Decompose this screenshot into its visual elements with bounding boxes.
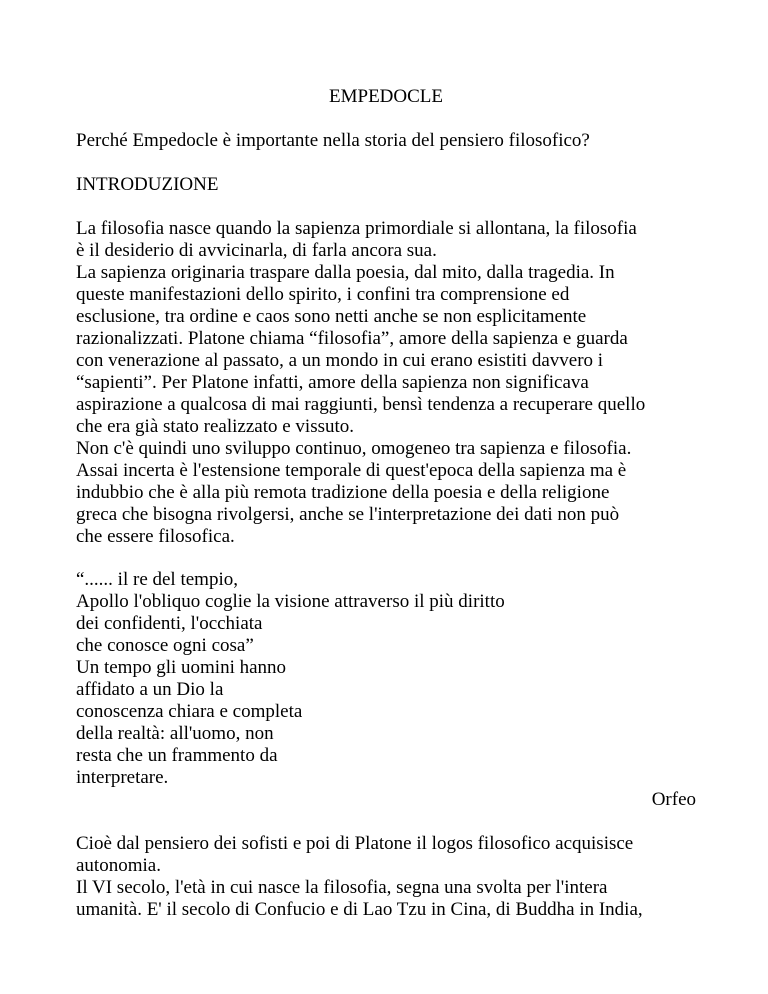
poem-line: resta che un frammento da (76, 745, 278, 766)
text-line: queste manifestazioni dello spirito, i confini tra comprensione ed (76, 284, 570, 305)
text-line: greca che bisogna rivolgersi, anche se l'interpretazione dei dati non può (76, 504, 620, 525)
text-line: aspirazione a qualcosa di mai raggiunti, bensì tendenza a recuperare quello (76, 394, 646, 415)
poem-line: affidato a un Dio la (76, 679, 224, 700)
poem-line: “...... il re del tempio, (76, 569, 238, 590)
text-line: Non c'è quindi uno sviluppo continuo, omogeneo tra sapienza e filosofia. (76, 438, 632, 459)
text-line: Cioè dal pensiero dei sofisti e poi di Platone il logos filosofico acquisisce (76, 833, 634, 854)
poem-line: dei confidenti, l'occhiata (76, 613, 263, 634)
text-line: con venerazione al passato, a un mondo in cui erano esistiti davvero i (76, 350, 604, 371)
text-line: che era già stato realizzato e vissuto. (76, 416, 355, 437)
conclusion-paragraph (76, 833, 643, 921)
text-line: umanità. E' il secolo di Confucio e di Lao Tzu in Cina, di Buddha in India, (76, 899, 643, 920)
intro-paragraph (76, 218, 645, 548)
text-line: esclusione, tra ordine e caos sono netti anche se non esplicitamente (76, 306, 587, 327)
poem-line: interpretare. (76, 767, 169, 788)
text-line: Il VI secolo, l'età in cui nasce la filosofia, segna una svolta per l'intera (76, 877, 608, 898)
text-line: indubbio che è alla più remota tradizione della poesia e della religione (76, 482, 610, 503)
poem-author: Orfeo (651, 789, 696, 810)
poem-quote (76, 569, 505, 789)
text-line: Assai incerta è l'estensione temporale di quest'epoca della sapienza ma è (76, 460, 627, 481)
poem-line: che conosce ogni cosa” (76, 635, 254, 656)
document-title: EMPEDOCLE (329, 86, 443, 107)
text-line: La filosofia nasce quando la sapienza primordiale si allontana, la filosofia (76, 218, 637, 239)
document-question: Perché Empedocle è importante nella storia del pensiero filosofico? (76, 130, 590, 151)
text-line: è il desiderio di avvicinarla, di farla ancora sua. (76, 240, 437, 261)
text-line: “sapienti”. Per Platone infatti, amore della sapienza non significava (76, 372, 589, 393)
poem-line: Apollo l'obliquo coglie la visione attraverso il più diritto (76, 591, 505, 612)
section-heading: INTRODUZIONE (76, 174, 219, 195)
text-line: autonomia. (76, 855, 161, 876)
text-line: La sapienza originaria traspare dalla poesia, dal mito, dalla tragedia. In (76, 262, 615, 283)
poem-line: Un tempo gli uomini hanno (76, 657, 287, 678)
poem-line: conoscenza chiara e completa (76, 701, 303, 722)
text-line: razionalizzati. Platone chiama “filosofia”, amore della sapienza e guarda (76, 328, 628, 349)
poem-line: della realtà: all'uomo, non (76, 723, 274, 744)
text-line: che essere filosofica. (76, 526, 235, 547)
